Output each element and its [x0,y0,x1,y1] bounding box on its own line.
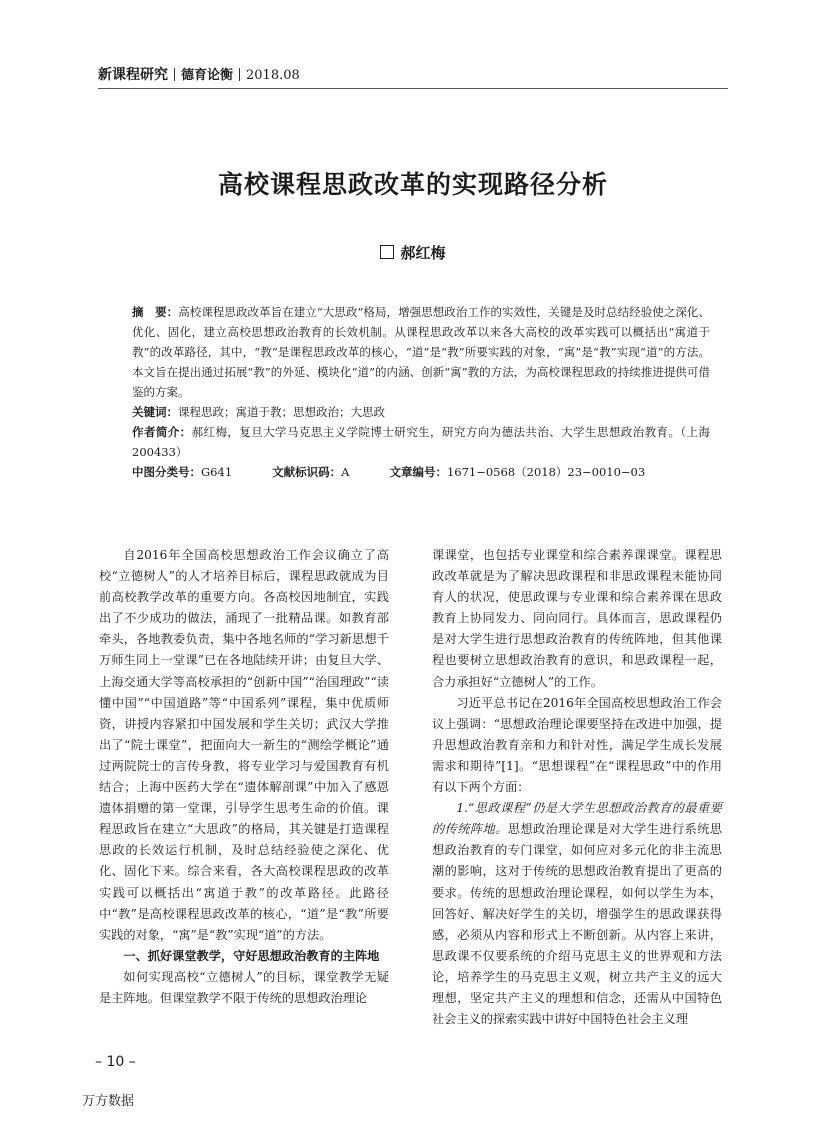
clc-number [132,462,232,482]
body-paragraph: 如何实现高校“立德树人”的目标，课堂教学无疑是主阵地。但课堂教学不限于传统的思想政治理论 [99,969,389,1005]
issue-date: 2018.08 [246,68,300,83]
abstract-label: 摘 要： [132,305,179,319]
body-column-right [432,545,722,1030]
doc-value: A [341,465,350,479]
keywords-label: 关键词： [132,405,178,419]
author-name: 郝红梅 [400,244,446,262]
article-title: 高校课程思政改革的实现路径分析 [217,170,608,199]
author-bio-text: 郝红梅，复旦大学马克思主义学院博士研究生，研究方向为德法共治、大学生思想政治教育。（上海 200433） [132,425,722,459]
author-bio-label: 作者简介： [132,425,192,439]
watermark: 万方数据 [82,1094,135,1109]
body-paragraph: 自2016年全国高校思想政治工作会议确立了高校“立德树人”的人才培养目标后，课程思政就成为目前高校教学改革的重要方向。各高校因地制宜，实践出了不少成功的做法，涌现了一批精品课。如教育部牵头，各地教委负责，集中各地名师的“学习新思想千万师生同上一堂课”已在各地陆续开讲；由复旦大学、上海交通大学等高校承担的“创新中国”“治国理政”“读懂中国”“中国道路”等“中国系列”课程，集中优质师资，讲授内容紧扣中国发展和学生关切；武汉大学推出了“院士课堂”，把面向大一新生的“测绘学概论”通过两院院士的言传身教，将专业学习与爱国教育有机结合；上海中医药大学在“遗体解剖课”中加入了感恩遗体捐赠的第一堂课，引导学生思考生命的价值。课程思政旨在建立“大思政”的格局，其关键是打造课程思政的长效运行机制，及时总结经验使之深化、优化、固化下来。综合来看，各大高校课程思政的改革实践可以概括出“寓道于教”的改革路径。此路径中“教”是高校课程思政改革的核心，“道”是“教”所要实践的对象，“寓”是“教”实现“道”的方法。 [99,548,389,942]
article-metadata [132,302,722,482]
page-number: – 10 – [95,1054,136,1070]
journal-name: 新课程研究 [98,67,168,83]
body-paragraph: 课课堂，也包括专业课堂和综合素养课课堂。课程思政改革就是为了解决思政课程和非思政课程未能协同育人的状况，使思政课与专业课和综合素养课在思政教育上协同发力、同向同行。具体而言，思政课程仍是对大学生进行思想政治教育的传统阵地，但其他课程也要树立思想政治教育的意识，和思政课程一起，合力承担好“立德树人”的工作。 [432,548,722,689]
clc-label: 中图分类号： [132,465,201,479]
abstract [132,302,710,402]
running-header [98,66,728,85]
header-rule [98,88,728,89]
article-value: 1671−0568（2018）23−0010−03 [446,465,646,479]
subsection-heading: 1.“思政课程”仍是大学生思想政治教育的最重要的传统阵地。 [432,801,722,837]
body-column-left [99,545,389,1009]
abstract-text: 高校课程思政改革旨在建立“大思政”格局，增强思想政治工作的实效性，关键是及时总结经验使之深化、优化、固化，建立高校思想政治教育的长效机制。从课程思政改革以来各大高校的改革实践可以概括出“寓道于教”的改革路径，其中，“教”是课程思政改革的核心，“道”是“教”所要实践的对象，“寓”是“教”实现“道”的方法。本文旨在提出通过拓展“教”的外延、模块化“道”的内涵、创新“寓”教的方法，为高校课程思政的持续推进提供可借鉴的方案。 [132,305,710,399]
body-paragraph [432,798,722,1030]
clc-value: G641 [201,465,233,479]
keywords-text: 课程思政；寓道于教；思想政治；大思政 [178,405,385,419]
square-bullet-icon [380,245,394,259]
author-bio [132,422,722,462]
subsection-text: 思想政治理论课是对大学生进行系统思想政治教育的专门课堂，如何应对多元化的非主流思潮的影响，这对于传统的思想政治教育提出了更高的要求。传统的思想政治理论课程，如何以学生为本，回答好、解决好学生的关切，增强学生的思政课获得感，必须从内容和形式上不断创新。从内容上来讲，思政课不仅要系统的介绍马克思主义的世界观和方法论，培养学生的马克思主义观，树立共产主义的远大理想，坚定共产主义的理想和信念，还需从中国特色社会主义的探索实践中讲好中国特色社会主义理 [432,822,723,1027]
classification-row [132,462,710,482]
keywords [132,402,710,422]
section-heading: 一、抓好课堂教学，守好思想政治教育的主阵地 [123,948,380,963]
body-paragraph: 习近平总书记在2016年全国高校思想政治工作会议上强调：“思想政治理论课要坚持在改进中加强，提升思想政治教育亲和力和针对性，满足学生成长发展需求和期待”[1]。“思想课程”在“课程思政”中的作用有以下两个方面： [432,695,722,795]
document-code [272,462,349,482]
header-divider [239,68,240,81]
article-label: 文章编号： [389,465,447,479]
doc-label: 文献标识码： [272,465,342,479]
article-number [389,462,645,482]
author-line [98,242,728,263]
header-divider [174,68,175,81]
section-name: 德育论衡 [181,68,234,83]
